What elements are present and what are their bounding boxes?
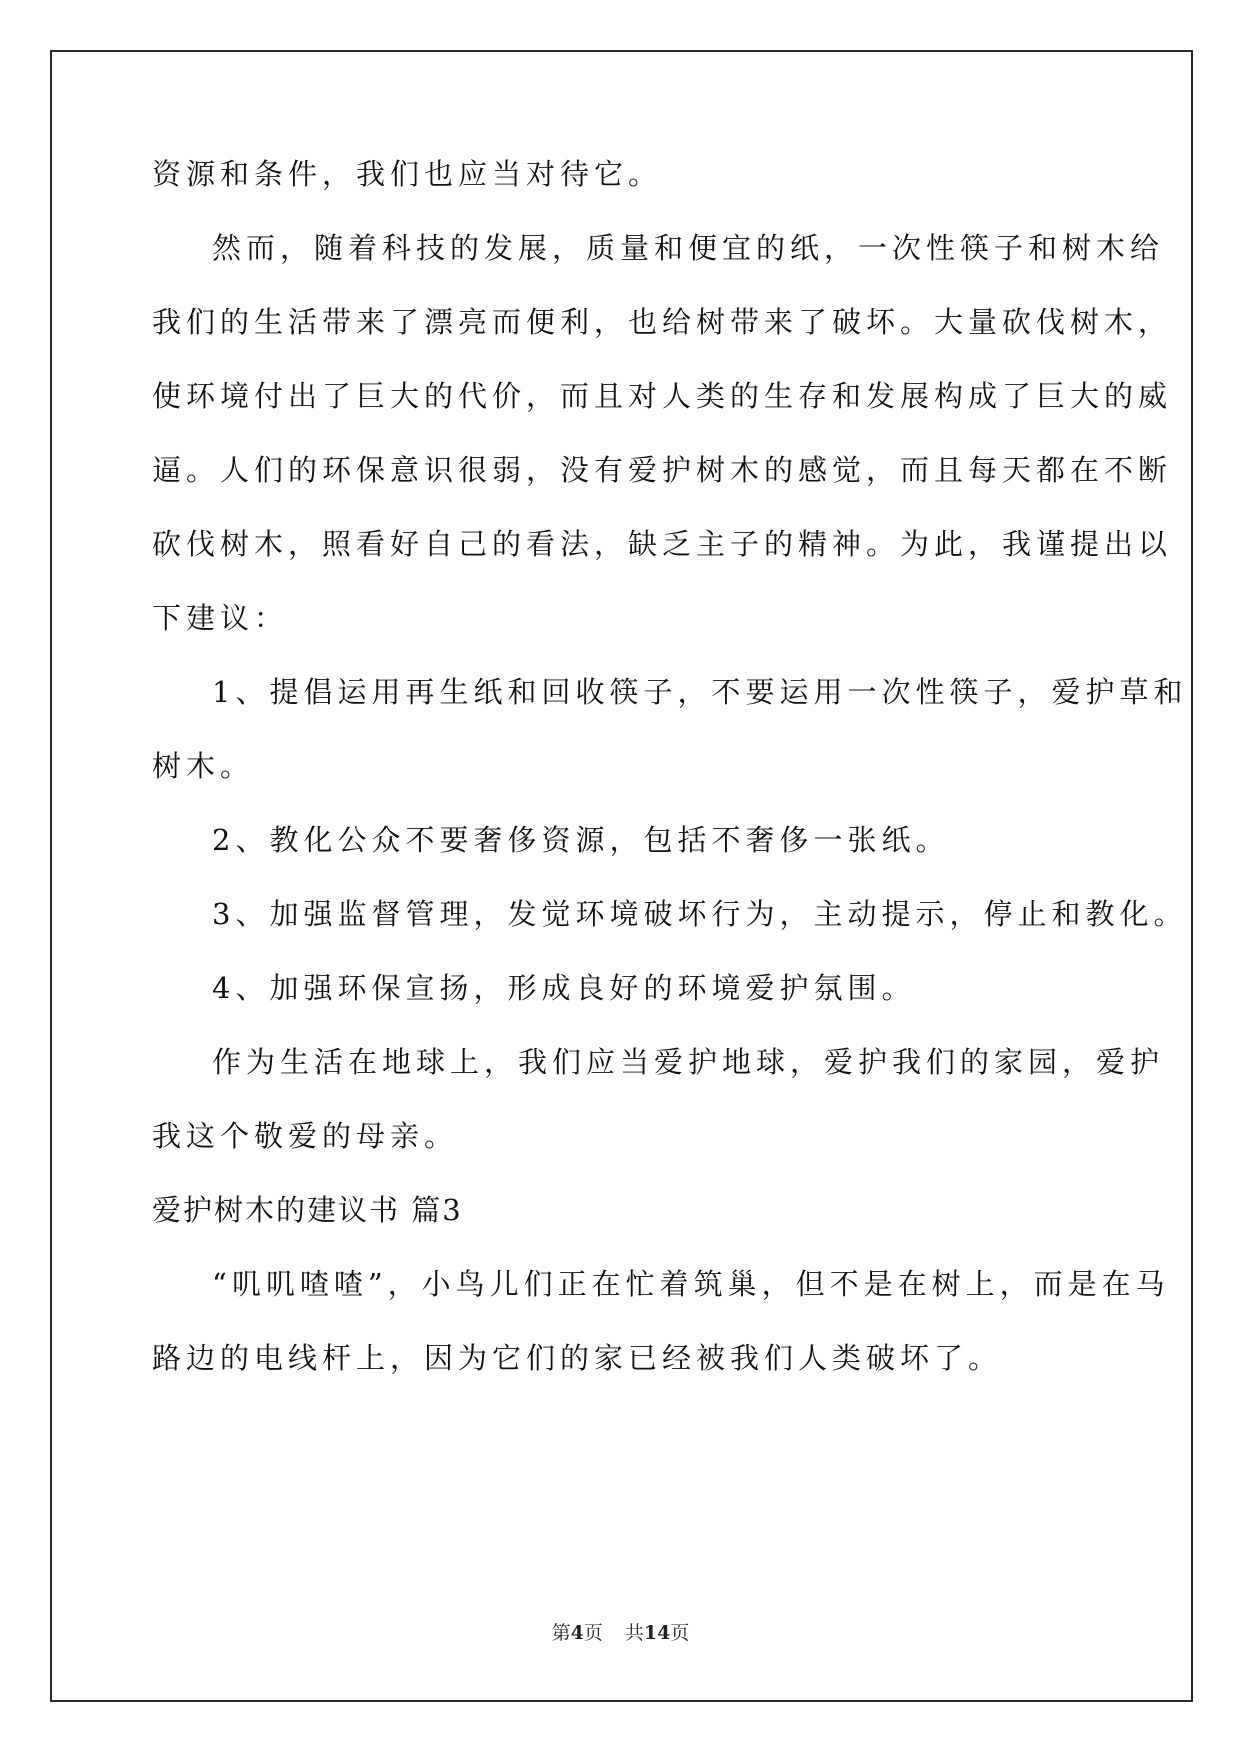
section-heading: 爱护树木的建议书 篇3	[152, 1193, 463, 1227]
text-line: 资源和条件，我们也应当对待它。	[152, 157, 663, 191]
total-page-count: 14	[643, 1622, 671, 1644]
text-line: 逼。人们的环保意识很弱，没有爱护树木的感觉，而且每天都在不断	[152, 453, 1173, 487]
text-line: 树木。	[152, 749, 255, 783]
paragraph-line: “叽叽喳喳”，小鸟儿们正在忙着筑巢，但不是在树上，而是在马	[212, 1267, 1170, 1301]
page-border	[50, 50, 1193, 1702]
text-line: 砍伐树木，照看好自己的看法，缺乏主子的精神。为此，我谨提出以	[152, 527, 1173, 561]
list-item-2: 2、教化公众不要奢侈资源，包括不奢侈一张纸。	[212, 823, 950, 857]
text-line: 路边的电线杆上，因为它们的家已经被我们人类破坏了。	[152, 1341, 1003, 1375]
list-item-3: 3、加强监督管理，发觉环境破坏行为，主动提示，停止和教化。	[212, 897, 1188, 931]
text-line: 使环境付出了巨大的代价，而且对人类的生存和发展构成了巨大的威	[152, 379, 1173, 413]
list-item-4: 4、加强环保宣扬，形成良好的环境爱护氛围。	[212, 971, 916, 1005]
footer-total-prefix: 共	[624, 1622, 644, 1644]
footer-total-suffix: 页	[670, 1622, 690, 1644]
text-line: 下建议：	[152, 601, 289, 635]
text-line: 我这个敬爱的母亲。	[152, 1119, 459, 1153]
footer-page-suffix: 页	[583, 1622, 603, 1644]
paragraph-line: 然而，随着科技的发展，质量和便宜的纸，一次性筷子和树木给	[212, 231, 1165, 265]
list-item-1: 1、提倡运用再生纸和回收筷子，不要运用一次性筷子，爱护草和	[212, 675, 1188, 709]
text-line: 我们的生活带来了漂亮而便利，也给树带来了破坏。大量砍伐树木，	[152, 305, 1173, 339]
footer-prefix: 第	[551, 1622, 571, 1644]
page-footer	[0, 1618, 1241, 1645]
paragraph-line: 作为生活在地球上，我们应当爱护地球，爱护我们的家园，爱护	[212, 1045, 1165, 1079]
current-page-number: 4	[570, 1622, 584, 1644]
